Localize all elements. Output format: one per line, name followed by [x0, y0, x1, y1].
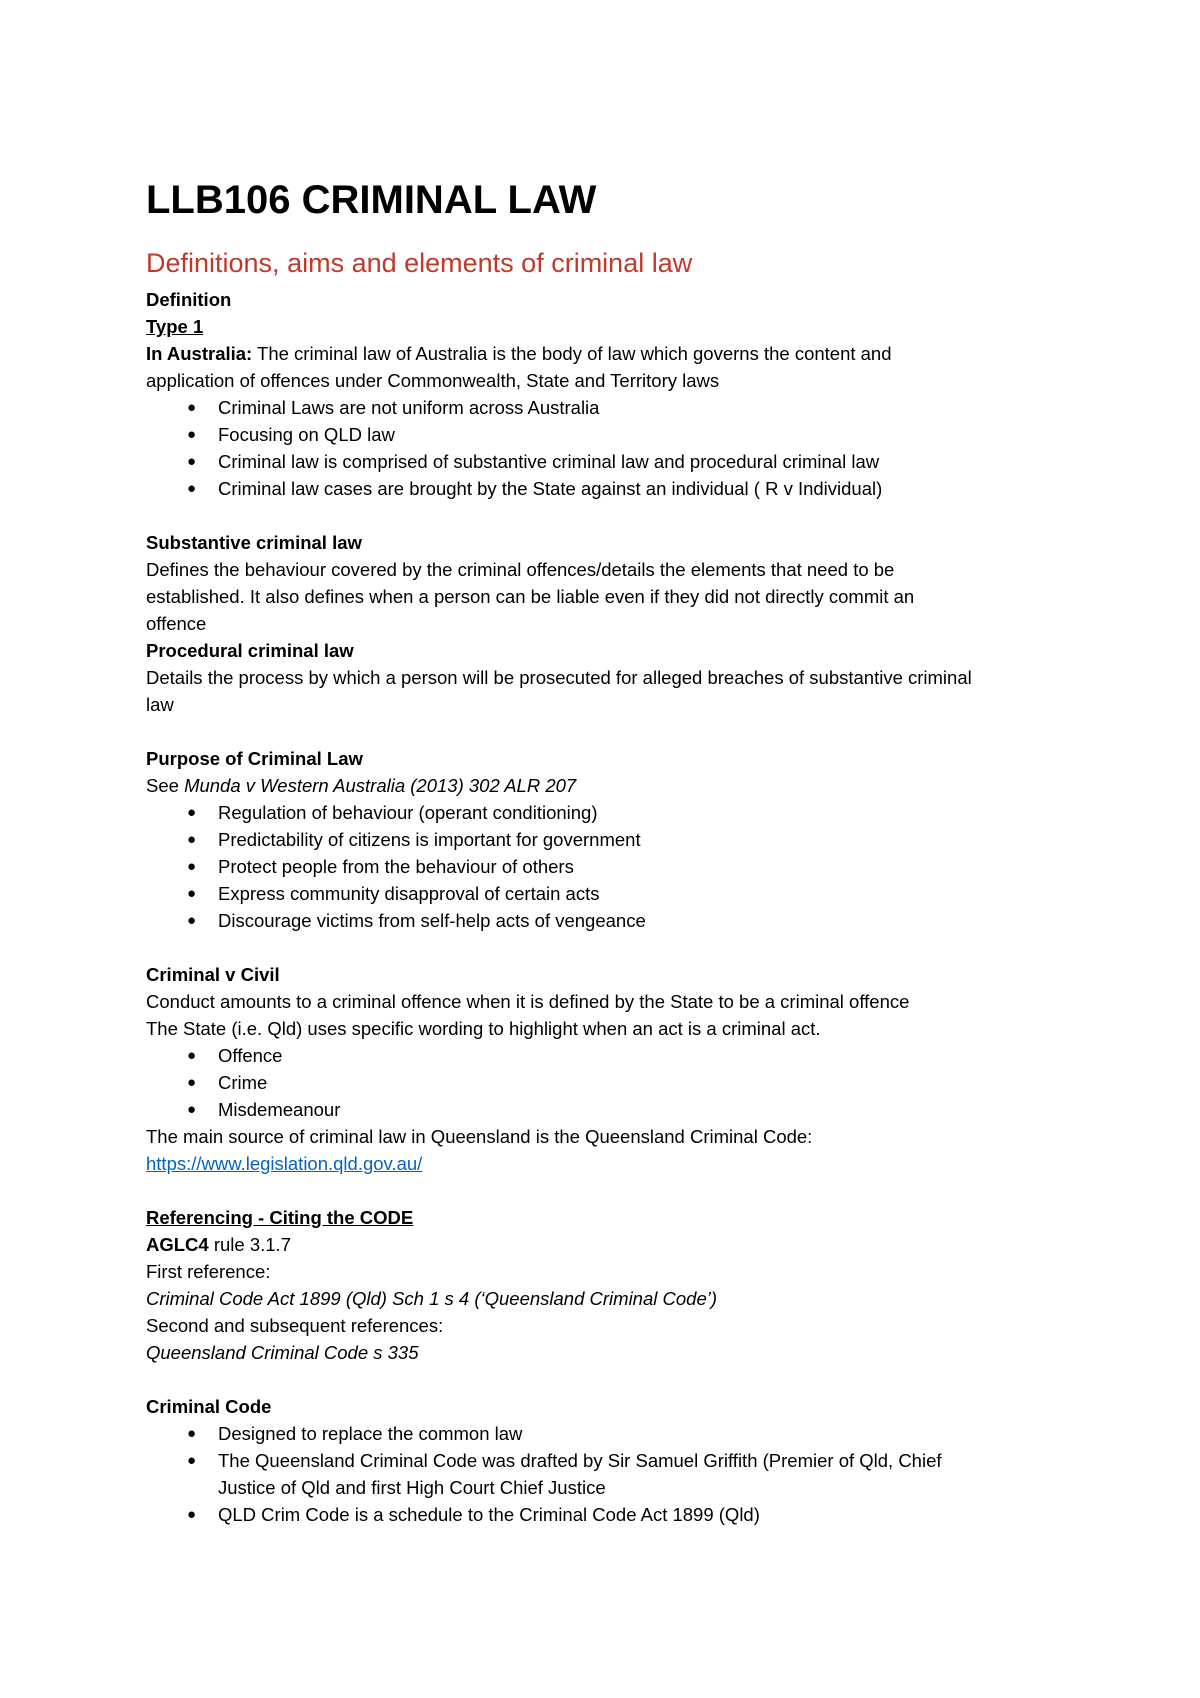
criminal-civil-line: Conduct amounts to a criminal offence when it is defined by the State to be a criminal offence — [146, 991, 910, 1012]
bullet-icon: ● — [187, 858, 197, 875]
bullet-icon: ● — [187, 912, 197, 929]
legislation-link-line — [146, 1150, 1076, 1177]
substantive-line: Defines the behaviour covered by the criminal offences/details the elements that need to be — [146, 559, 895, 580]
australia-label: In Australia: — [146, 343, 253, 364]
list-item: ● Offence — [146, 1042, 1076, 1069]
bullet-icon: ● — [187, 1452, 197, 1469]
list-item: ● Regulation of behaviour (operant conditioning) — [146, 799, 1076, 826]
list-item: ● Criminal Laws are not uniform across Australia — [146, 394, 1076, 421]
substantive-line: established. It also defines when a person can be liable even if they did not directly commit an — [146, 586, 915, 607]
criminal-civil-bullet-list — [146, 1042, 1076, 1123]
list-item: ● QLD Crim Code is a schedule to the Criminal Code Act 1899 (Qld) — [146, 1501, 1076, 1528]
procedural-heading: Procedural criminal law — [146, 640, 354, 661]
criminal-code-heading: Criminal Code — [146, 1396, 272, 1417]
criminal-code-bullet-list — [146, 1420, 1076, 1528]
bullet-icon: ● — [187, 426, 197, 443]
bullet-icon: ● — [187, 885, 197, 902]
section-heading: Definitions, aims and elements of criminal law — [146, 248, 693, 278]
australia-text-1: The criminal law of Australia is the body of law which governs the content and — [252, 343, 892, 364]
criminal-civil-line: The State (i.e. Qld) uses specific wording to highlight when an act is a criminal act. — [146, 1018, 821, 1039]
purpose-heading: Purpose of Criminal Law — [146, 748, 363, 769]
purpose-bullet-list — [146, 799, 1076, 934]
bullet-icon: ● — [187, 831, 197, 848]
list-item: ● Predictability of citizens is important for government — [146, 826, 1076, 853]
referencing-heading: Referencing - Citing the CODE — [146, 1207, 414, 1228]
bullet-icon: ● — [187, 453, 197, 470]
bullet-icon: ● — [187, 1506, 197, 1523]
document-page — [146, 176, 1076, 1528]
first-reference-label: First reference: — [146, 1261, 271, 1282]
second-reference: Queensland Criminal Code s 335 — [146, 1342, 419, 1363]
substantive-heading: Substantive criminal law — [146, 532, 362, 553]
bullet-icon: ● — [187, 804, 197, 821]
criminal-civil-heading: Criminal v Civil — [146, 964, 280, 985]
bullet-icon: ● — [187, 1047, 197, 1064]
list-item: ● Express community disapproval of certain acts — [146, 880, 1076, 907]
second-reference-label: Second and subsequent references: — [146, 1315, 444, 1336]
procedural-line: Details the process by which a person will be prosecuted for alleged breaches of substantive criminal — [146, 667, 972, 688]
list-item: ● Crime — [146, 1069, 1076, 1096]
first-reference: Criminal Code Act 1899 (Qld) Sch 1 s 4 (‘Queensland Criminal Code’) — [146, 1288, 717, 1309]
definition-bullet-list — [146, 394, 1076, 502]
case-citation: Munda v Western Australia (2013) 302 ALR 207 — [184, 775, 577, 796]
bullet-icon: ● — [187, 1425, 197, 1442]
substantive-line: offence — [146, 613, 207, 634]
list-item: ● The Queensland Criminal Code was drafted by Sir Samuel Griffith (Premier of Qld, Chief Justice of Qld and first High Court Chief Justice — [146, 1447, 1076, 1501]
list-item: ● Focusing on QLD law — [146, 421, 1076, 448]
document-title: LLB106 CRIMINAL LAW — [146, 178, 597, 222]
bullet-icon: ● — [187, 1101, 197, 1118]
bullet-icon: ● — [187, 1074, 197, 1091]
type-label: Type 1 — [146, 316, 204, 337]
bullet-icon: ● — [187, 480, 197, 497]
australia-text-2: application of offences under Commonwealth, State and Territory laws — [146, 370, 720, 391]
australia-paragraph — [146, 340, 1076, 367]
list-item: ● Designed to replace the common law — [146, 1420, 1076, 1447]
list-item: ● Protect people from the behaviour of others — [146, 853, 1076, 880]
bullet-icon: ● — [187, 399, 197, 416]
legislation-link[interactable]: https://www.legislation.qld.gov.au/ — [146, 1153, 423, 1174]
definition-heading: Definition — [146, 289, 232, 310]
source-text: The main source of criminal law in Queensland is the Queensland Criminal Code: — [146, 1126, 813, 1147]
list-item: ● Misdemeanour — [146, 1096, 1076, 1123]
list-item: ● Discourage victims from self-help acts of vengeance — [146, 907, 1076, 934]
list-item: ● Criminal law is comprised of substantive criminal law and procedural criminal law — [146, 448, 1076, 475]
purpose-see-case: See Munda v Western Australia (2013) 302 ALR 207 — [146, 775, 577, 796]
procedural-line: law — [146, 694, 174, 715]
list-item: ● Criminal law cases are brought by the State against an individual ( R v Individual) — [146, 475, 1076, 502]
aglc-rule: AGLC4 rule 3.1.7 — [146, 1234, 291, 1255]
